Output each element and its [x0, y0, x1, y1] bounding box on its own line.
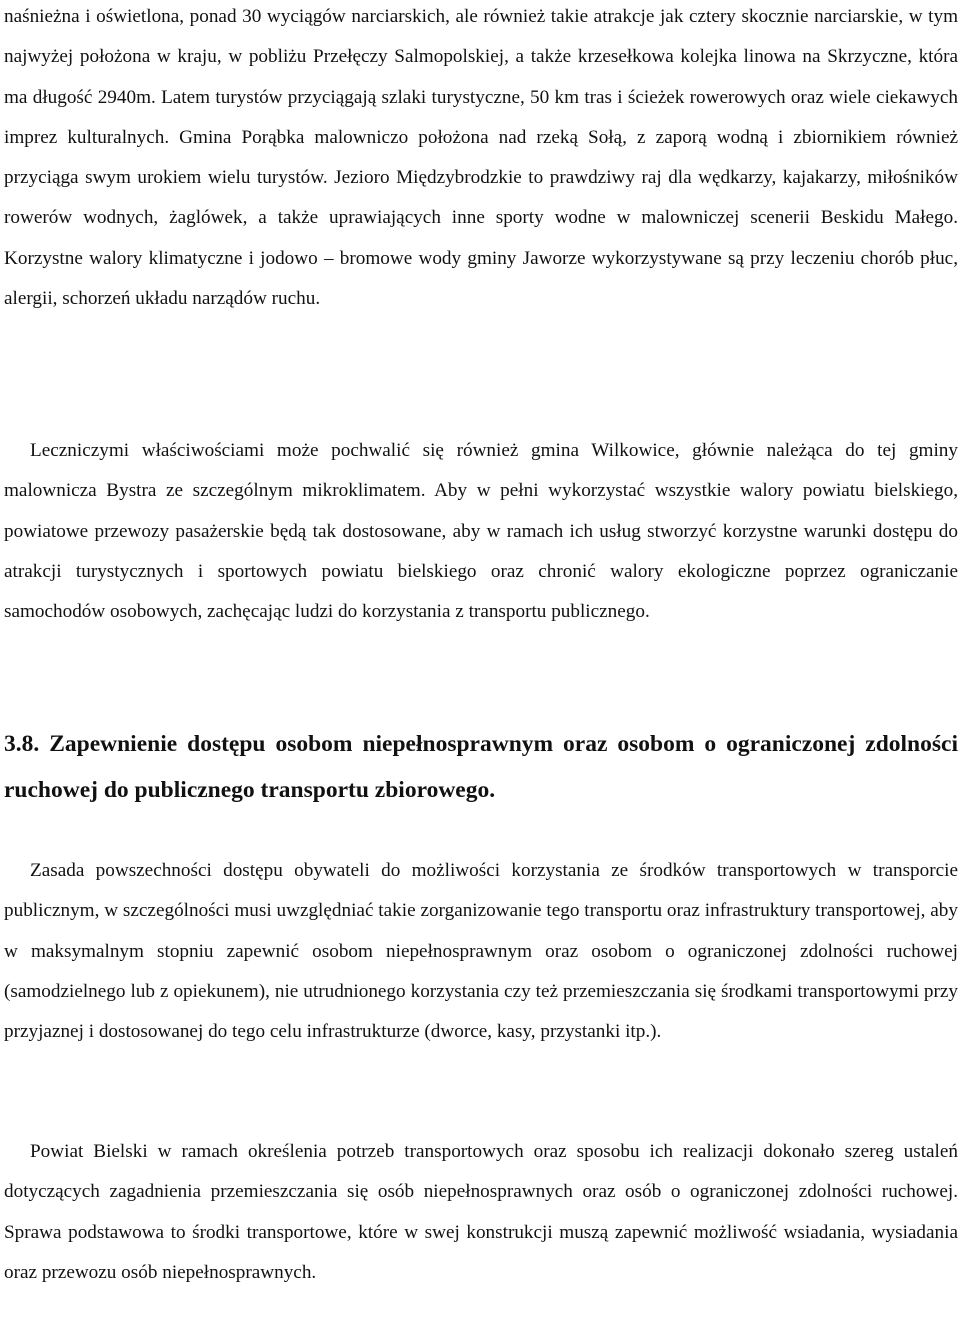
paragraph-tourism-attractions: naśnieżna i oświetlona, ponad 30 wyciągów narciarskich, ale również takie atrakcje jak cztery skocznie narciarskie, w tym najwyżej położona w kraju, w pobliżu Przełęczy Salmopolskiej, a także krzesełkowa kolejka linowa na Skrzyczne, która ma długość 2940m. Latem turystów przyciągają szlaki turystyczne, 50 km tras i ścieżek rowerowych oraz wiele ciekawych imprez kulturalnych. Gmina Porąbka malowniczo położona nad rzeką Sołą, z zaporą wodną i zbiornikiem również przyciąga swym urokiem wielu turystów. Jezioro Międzybrodzkie to prawdziwy raj dla wędkarzy, kajakarzy, miłośników rowerów wodnych, żaglówek, a także uprawiających inne sporty wodne w malowniczej scenerii Beskidu Małego. Korzystne walory klimatyczne i jodowo – bromowe wody gminy Jaworze wykorzystywane są przy leczeniu chorób płuc, alergii, schorzeń układu narządów ruchu. — [4, 6, 958, 310]
paragraph-accessibility-principle: Zasada powszechności dostępu obywateli do możliwości korzystania ze środków transportowych w transporcie publicznym, w szczególności musi uwzględniać takie zorganizowanie tego transportu oraz infrastruktury transportowej, aby w maksymalnym stopniu zapewnić osobom niepełnosprawnym oraz osobom o ograniczonej zdolności ruchowej (samodzielnego lub z opiekunem), nie utrudnionego korzystania czy też przemieszczania się środkami transportowymi przy przyjaznej i dostosowanej do tego celu infrastrukturze (dworce, kasy, przystanki itp.). — [4, 860, 958, 1043]
section-heading: 3.8. Zapewnienie dostępu osobom niepełnosprawnym oraz osobom o ograniczonej zdolności ruchowej do publicznego transportu zbiorowego. — [4, 731, 958, 803]
paragraph-powiat-bielski: Powiat Bielski w ramach określenia potrzeb transportowych oraz sposobu ich realizacji dokonało szereg ustaleń dotyczących zagadnienia przemieszczania się osób niepełnosprawnych oraz osób o ograniczonej zdolności ruchowej. Sprawa podstawowa to środki transportowe, które w swej konstrukcji muszą zapewnić możliwość wsiadania, wysiadania oraz przewozu osób niepełnosprawnych. — [4, 1141, 958, 1283]
paragraph-wilkowice-transport: Leczniczymi właściwościami może pochwalić się również gmina Wilkowice, głównie należąca do tej gminy malownicza Bystra ze szczególnym mikroklimatem. Aby w pełni wykorzystać wszystkie walory powiatu bielskiego, powiatowe przewozy pasażerskie będą tak dostosowane, aby w ramach ich usług stworzyć korzystne warunki dostępu do atrakcji turystycznych i sportowych powiatu bielskiego oraz chronić walory ekologiczne poprzez ograniczanie samochodów osobowych, zachęcając ludzi do korzystania z transportu publicznego. — [4, 440, 958, 623]
